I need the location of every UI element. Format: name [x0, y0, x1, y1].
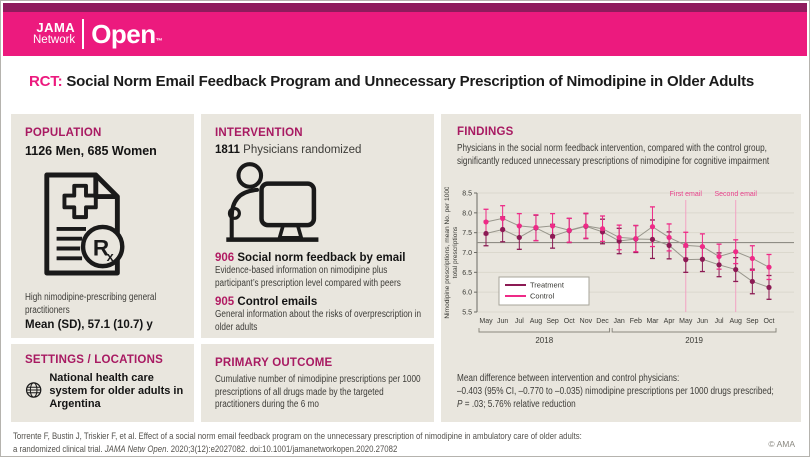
svg-text:Aug: Aug [529, 318, 543, 325]
prescription-document-icon [37, 168, 135, 280]
logo-network-text: Network [33, 34, 76, 47]
population-panel [11, 114, 194, 338]
svg-text:Jun: Jun [496, 318, 509, 325]
citation-line1: Torrente F, Bustin J, Triskier F, et al. Effect of a social norm email feedback program on the unnecessary prescription of nimodipine in ambulatory care of older adults: [13, 431, 582, 442]
svg-text:7.0: 7.0 [462, 250, 472, 257]
globe-icon [25, 371, 42, 409]
mean-difference-line2: –0.403 (95% CI, –0.770 to –0.035) nimodipine prescriptions per 1000 drugs prescribed; [457, 386, 774, 398]
svg-text:Mar: Mar [646, 318, 659, 325]
randomized-count: 1811 [215, 144, 240, 156]
copyright-notice: © AMA [768, 439, 795, 449]
findings-panel [441, 114, 801, 422]
footer-citation [13, 430, 810, 457]
findings-chart [443, 187, 799, 349]
population-heading: POPULATION [25, 127, 102, 139]
svg-text:Jul: Jul [514, 318, 524, 325]
logo-jama-text: JAMA [36, 20, 76, 36]
svg-text:First email: First email [669, 191, 702, 198]
header-band [3, 12, 807, 56]
population-stat: 1126 Men, 685 Women [25, 144, 157, 158]
svg-text:8.5: 8.5 [462, 190, 472, 198]
logo-open-text: Open™ [91, 19, 163, 49]
svg-text:Treatment: Treatment [530, 280, 564, 290]
svg-text:Sep: Sep [546, 318, 559, 325]
primary-outcome-heading: PRIMARY OUTCOME [215, 357, 333, 369]
mean-difference-line3: P = .03; 5.76% relative reduction [457, 399, 576, 411]
svg-text:May: May [679, 318, 693, 325]
arm1-label: 906 Social norm feedback by email [215, 252, 406, 264]
svg-text:Nimodipine prescriptions, mean: Nimodipine prescriptions, mean No. per 1000 [444, 187, 451, 319]
primary-outcome-text: Cumulative number of nimodipine prescriptions per 1000 prescriptions of all drugs made by the targeted practitioners during the 6 mo [215, 374, 421, 410]
findings-heading: FINDINGS [457, 126, 514, 138]
svg-text:Nov: Nov [579, 318, 593, 325]
svg-text:total prescriptions: total prescriptions [452, 226, 459, 279]
settings-panel [11, 344, 194, 422]
svg-text:7.5: 7.5 [462, 230, 472, 238]
svg-text:6.0: 6.0 [462, 289, 472, 297]
svg-text:Oct: Oct [763, 318, 775, 325]
title-text: Social Norm Email Feedback Program and Unnecessary Prescription of Nimodipine in Older Adults [62, 73, 755, 90]
logo-text-stack [33, 21, 75, 47]
svg-text:8.0: 8.0 [462, 210, 472, 218]
svg-text:x: x [106, 249, 114, 265]
mean-difference-line1: Mean difference between intervention and control physicians: [457, 373, 680, 384]
page-title [29, 73, 754, 90]
svg-text:2018: 2018 [535, 336, 554, 345]
svg-text:Jun: Jun [696, 318, 709, 325]
settings-text: National health care system for older adults in Argentina [49, 372, 184, 410]
p-value-symbol: P [457, 399, 463, 411]
svg-text:Dec: Dec [596, 318, 609, 325]
jama-network-open-logo [33, 19, 162, 49]
randomized-line [215, 144, 424, 156]
findings-chart-wrap [443, 187, 799, 354]
svg-text:Feb: Feb [629, 318, 642, 325]
arm2-label: 905 Control emails [215, 296, 318, 308]
settings-heading: SETTINGS / LOCATIONS [25, 354, 163, 366]
arm1-desc: Evidence-based information on nimodipine plus participant’s prescription level compared with peers [215, 265, 401, 289]
svg-text:Control: Control [530, 291, 555, 301]
intervention-heading: INTERVENTION [215, 127, 303, 139]
svg-text:Aug: Aug [729, 318, 742, 325]
svg-text:R: R [92, 235, 110, 261]
svg-text:Apr: Apr [663, 318, 675, 325]
findings-summary: Physicians in the social norm feedback intervention, compared with the control group, significantly reduced unnecessary prescriptions of nimodipine for cognitive impairment [457, 143, 770, 167]
physician-computer-icon [219, 161, 323, 245]
population-age: Mean (SD), 57.1 (10.7) y [25, 319, 153, 331]
top-accent-bar [3, 3, 807, 12]
arm1-count: 906 [215, 252, 235, 264]
svg-text:Sep: Sep [746, 318, 759, 325]
title-prefix: RCT: [29, 73, 63, 90]
svg-text:Oct: Oct [563, 318, 575, 325]
randomized-label: Physicians randomized [239, 144, 362, 156]
arm2-desc: General information about the risks of overprescription in older adults [215, 309, 422, 333]
intervention-panel [201, 114, 434, 338]
arm2-count: 905 [215, 296, 235, 308]
logo-divider [82, 19, 84, 49]
citation-line2: a randomized clinical trial. JAMA Netw Open. 2020;3(12):e2027082. doi:10.1001/jamanetworkopen.2020.27082 [13, 444, 398, 456]
population-desc: High nimodipine-prescribing general practitioners [25, 292, 157, 316]
journal-name: JAMA Netw Open [104, 444, 167, 456]
svg-text:5.5: 5.5 [462, 309, 472, 317]
primary-outcome-panel [201, 344, 434, 422]
svg-text:Second email: Second email [714, 191, 757, 198]
svg-text:Jul: Jul [714, 318, 724, 325]
svg-text:2019: 2019 [685, 336, 703, 345]
svg-text:6.5: 6.5 [462, 269, 472, 277]
svg-text:Jan: Jan [613, 318, 625, 325]
mean-difference-text [457, 372, 810, 412]
trademark-symbol: ™ [155, 38, 163, 45]
svg-text:May: May [479, 318, 493, 325]
